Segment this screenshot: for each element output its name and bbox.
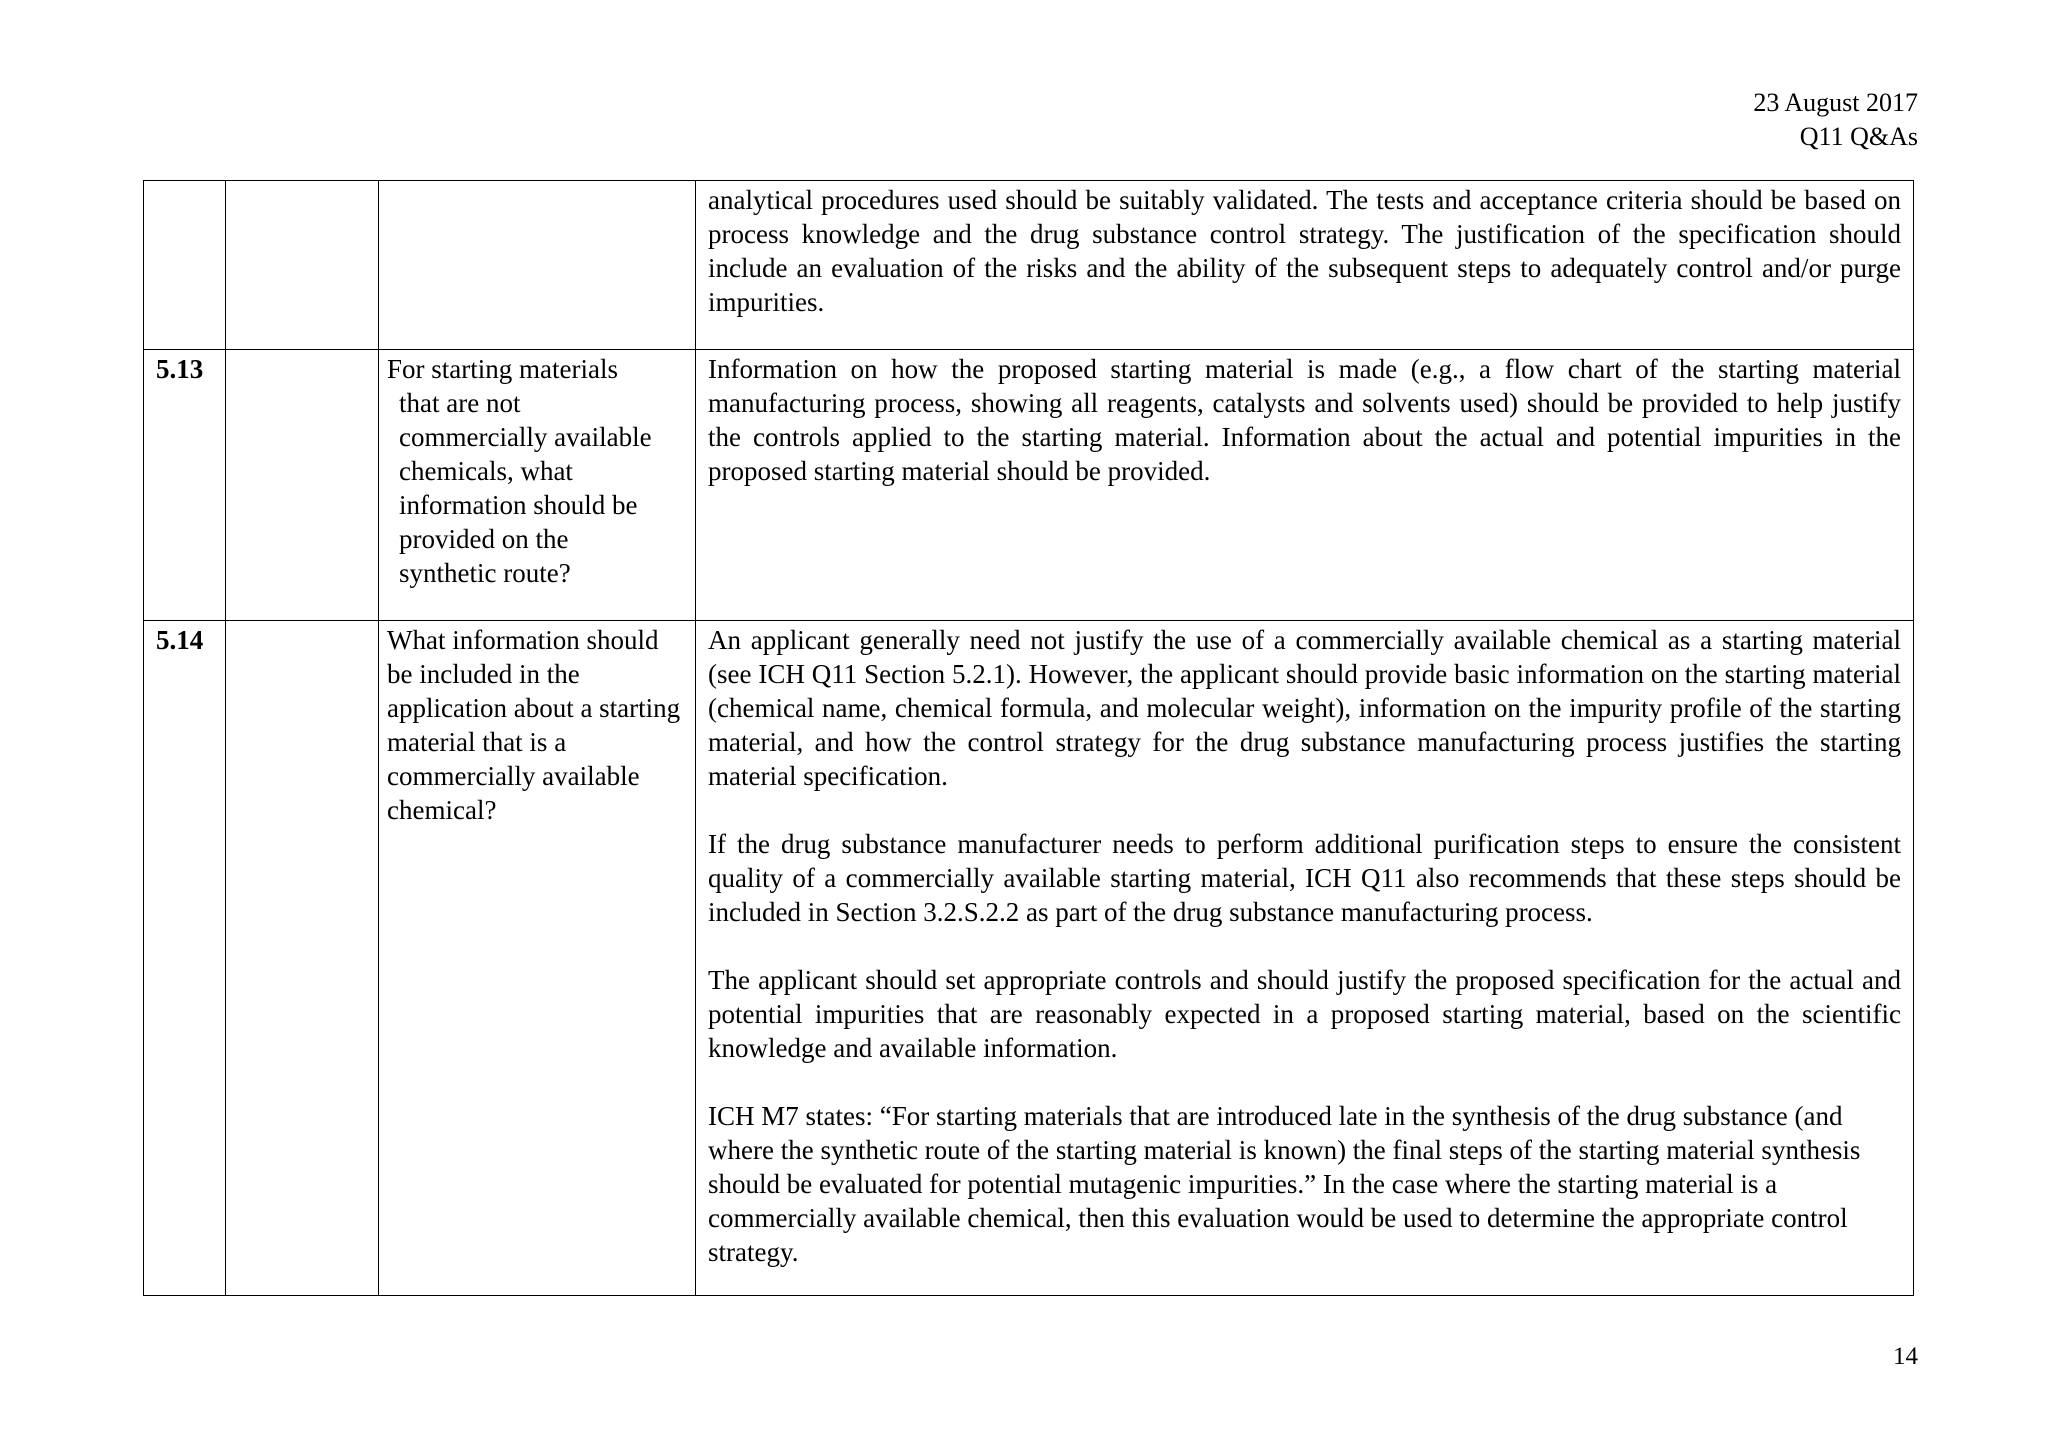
answer-paragraph: An applicant generally need not justify the use of a commercially available chemical as a starting material (see ICH Q11 Section 5.2.1). However, the applicant should provide basic information on the starting material (chemical name, chemical formula, and molecular weight), information on the impurity profile of the starting material, and how the control strategy for the drug substance manufacturing process justifies the starting material specification. [708,625,1901,791]
question-cell [379,181,696,350]
question-text: What information should be included in the application about a starting material that is a commercially available chemical? [387,625,681,825]
question-line: chemicals, what [399,456,573,486]
answer-cell [696,350,1914,621]
header-document-title: Q11 Q&As [1799,122,1918,151]
question-line: provided on the [399,524,569,554]
question-line: commercially available [399,422,652,452]
table-row [144,181,1914,350]
question-cell [379,621,696,1296]
question-line: synthetic route? [399,558,571,588]
question-cell [379,350,696,621]
qa-table [143,180,1914,1296]
number-cell [144,621,226,1296]
empty-cell [226,621,379,1296]
empty-cell [226,181,379,350]
answer-paragraph: analytical procedures used should be suitably validated. The tests and acceptance criteria should be based on process knowledge and the drug substance control strategy. The justification of the specification should include an evaluation of the risks and the ability of the subsequent steps to adequately control and/or purge impurities. [708,185,1901,317]
question-number: 5.14 [156,625,204,655]
table-row [144,350,1914,621]
question-line: that are not [399,388,521,418]
answer-paragraph: ICH M7 states: “For starting materials that are introduced late in the synthesis of the drug substance (and where the synthetic route of the starting material is known) the final steps of the starting material synthesis should be evaluated for potential mutagenic impurities.” In the case where the starting material is a commercially available chemical, then this evaluation would be used to determine the appropriate control strategy. [708,1101,1861,1267]
header-date: 23 August 2017 [1753,88,1918,117]
number-cell [144,350,226,621]
answer-paragraph: Information on how the proposed starting material is made (e.g., a flow chart of the starting material manufacturing process, showing all reagents, catalysts and solvents used) should be provided to help justify the controls applied to the starting material. Information about the actual and potential impurities in the proposed starting material should be provided. [708,354,1901,486]
question-line: For starting materials [387,354,618,384]
question-number: 5.13 [156,354,204,384]
table-row [144,621,1914,1296]
number-cell [144,181,226,350]
answer-paragraph: If the drug substance manufacturer needs to perform additional purification steps to ensure the consistent quality of a commercially available starting material, ICH Q11 also recommends that these steps should be included in Section 3.2.S.2.2 as part of the drug substance manufacturing process. [708,829,1901,927]
page-header [1318,86,1918,154]
question-line: information should be [399,490,638,520]
empty-cell [226,350,379,621]
answer-paragraph: The applicant should set appropriate controls and should justify the proposed specification for the actual and potential impurities that are reasonably expected in a proposed starting material, based on the scientific knowledge and available information. [708,965,1901,1063]
page-number: 14 [1893,1343,1918,1370]
question-text [379,350,695,590]
answer-cell [696,181,1914,350]
answer-cell [696,621,1914,1296]
